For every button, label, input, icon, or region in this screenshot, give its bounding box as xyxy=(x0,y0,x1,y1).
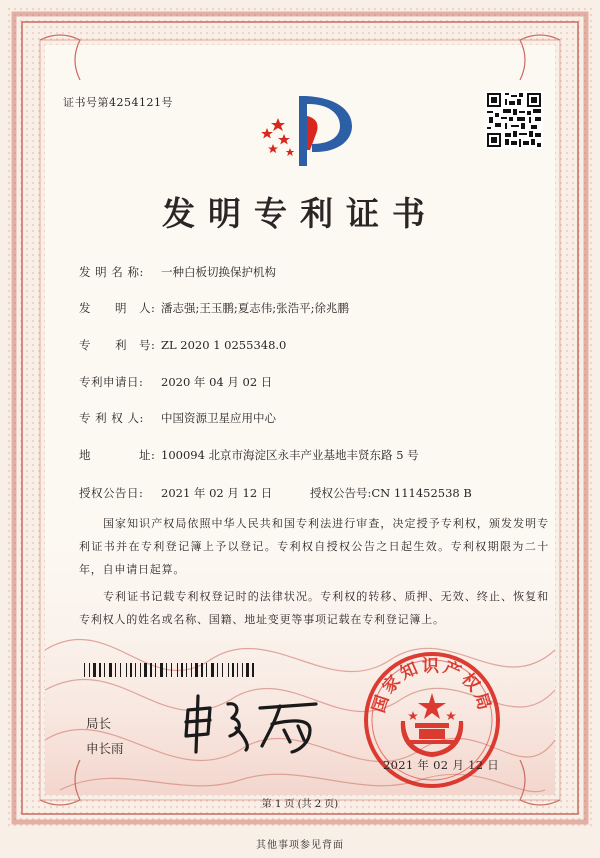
filing-date-row xyxy=(79,374,272,390)
filing-date-label: 专利申请日: xyxy=(79,375,144,389)
inventors-label: 发 明 人: xyxy=(79,301,156,315)
inventors-value: 潘志强;王玉鹏;夏志伟;张浩平;徐兆鹏 xyxy=(161,301,349,315)
address-row xyxy=(79,447,419,463)
page-indicator: 第 1 页 (共 2 页) xyxy=(261,799,339,810)
grant-number-value: CN 111452538 B xyxy=(371,486,472,500)
patent-number-label: 专 利 号: xyxy=(79,338,156,352)
certificate-title: 发明专利证书 xyxy=(162,194,438,233)
patent-office-logo xyxy=(254,88,358,168)
qr-code xyxy=(485,91,543,149)
address-label: 地 址: xyxy=(79,448,156,462)
invention-name-value: 一种白板切换保护机构 xyxy=(161,265,276,279)
patentee-value: 中国资源卫星应用中心 xyxy=(161,411,276,425)
invention-name-row xyxy=(79,264,276,280)
certificate-number: 证书号第4254121号 xyxy=(63,96,173,109)
director-title: 局长 xyxy=(86,716,112,731)
grant-date-row xyxy=(79,485,272,501)
grant-number-row xyxy=(310,485,472,501)
barcode xyxy=(84,663,259,677)
grant-date-label: 授权公告日: xyxy=(79,486,144,500)
seal-date: 2021 年 02 月 12 日 xyxy=(383,758,500,772)
director-signature xyxy=(180,690,325,760)
address-value: 100094 北京市海淀区永丰产业基地丰贤东路 5 号 xyxy=(161,448,419,462)
patent-number-row xyxy=(79,337,286,353)
statement-paragraph-1: 国家知识产权局依照中华人民共和国专利法进行审查，决定授予专利权，颁发发明专利证书并在专利登记簿上予以登记。专利权自授权公告之日起生效。专利权期限为二十年，自申请日起算。 xyxy=(79,517,549,576)
invention-name-label: 发 明 名 称: xyxy=(79,265,144,279)
patentee-label: 专 利 权 人: xyxy=(79,411,144,425)
footer-note: 其他事项参见背面 xyxy=(256,840,344,851)
patentee-row xyxy=(79,410,276,426)
statement-paragraph-2: 专利证书记载专利权登记时的法律状况。专利权的转移、质押、无效、终止、恢复和专利权人的姓名或名称、国籍、地址变更等事项记载在专利登记簿上。 xyxy=(79,590,549,626)
patent-number-value: ZL 2020 1 0255348.0 xyxy=(161,338,287,352)
inventors-row xyxy=(79,300,349,316)
filing-date-value: 2020 年 04 月 02 日 xyxy=(161,375,273,389)
grant-number-label: 授权公告号: xyxy=(310,486,372,500)
grant-date-value: 2021 年 02 月 12 日 xyxy=(161,486,273,500)
director-name: 申长雨 xyxy=(86,741,124,756)
seal-text: 国家知识产权局 xyxy=(369,656,495,716)
